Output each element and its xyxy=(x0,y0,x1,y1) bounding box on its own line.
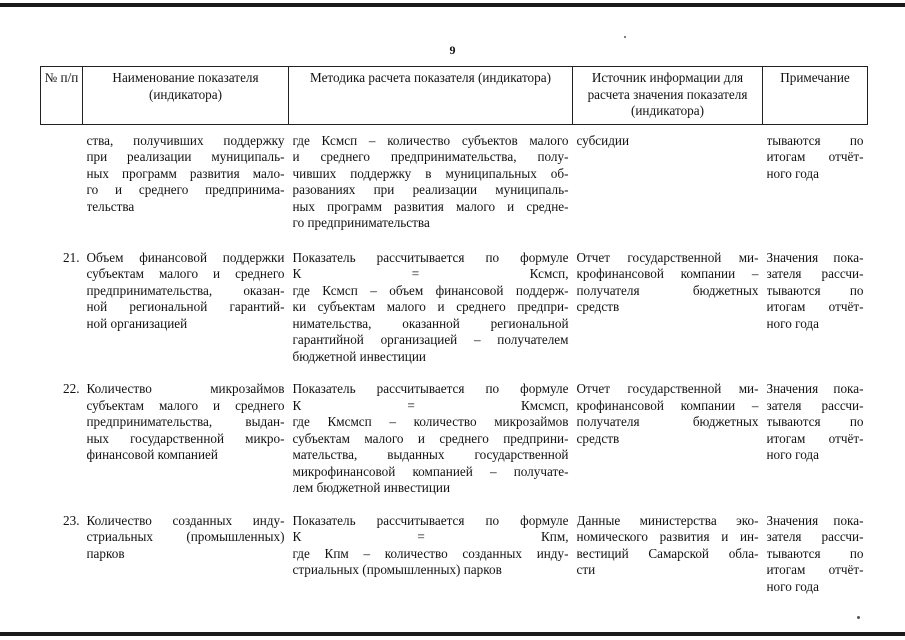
cell-line: тываются по xyxy=(766,282,864,298)
cell-line: Отчет государственной ми- xyxy=(576,249,759,265)
cell-line: крофинансовой компании – xyxy=(576,266,759,281)
cell-line: итогам отчёт- xyxy=(766,430,864,446)
page-number: 9 xyxy=(449,43,456,57)
cell-name xyxy=(83,379,289,511)
cell-line: субъектам малого и среднего предприни- xyxy=(292,430,569,446)
cell-line: Значения пока- xyxy=(766,512,864,528)
cell-line: зателя рассчи- xyxy=(766,529,864,544)
header-num: № п/п xyxy=(41,67,83,125)
cell-line: стриальных (промышленных) xyxy=(86,529,285,544)
cell-line: итогам отчёт- xyxy=(766,149,864,164)
cell-line: го предпринимательства xyxy=(292,215,430,230)
cell-line: зателя рассчи- xyxy=(766,266,864,281)
cell-line: средств xyxy=(576,299,620,314)
cell-line: Значения пока- xyxy=(766,381,864,396)
cell-line: Данные министерства эко- xyxy=(576,512,759,528)
cell-line: Отчет государственной ми- xyxy=(576,381,759,396)
cell-method xyxy=(289,379,573,511)
cell-line: где Ксмсп – количество субъектов малого xyxy=(292,132,569,148)
cell-line: чивших поддержку в муниципальных об- xyxy=(292,165,569,181)
cell-num: 22. xyxy=(63,381,80,396)
cell-line: парков xyxy=(86,545,125,561)
cell-line: гарантийной организацией – получателем xyxy=(292,332,569,347)
table-row xyxy=(41,511,868,610)
table-body xyxy=(41,124,868,609)
cell-line: Количество микрозаймов xyxy=(86,381,285,396)
cell-method xyxy=(289,511,573,610)
cell-num xyxy=(41,124,83,248)
cell-line: где Кпм – количество созданных инду- xyxy=(292,545,569,561)
cell-source xyxy=(573,124,763,248)
cell-line: К = Ксмсп, xyxy=(292,266,569,281)
cell-line: ных программ развития малого и средне- xyxy=(292,198,569,214)
cell-line: средств xyxy=(576,430,620,446)
cell-name xyxy=(83,511,289,610)
cell-line: ного года xyxy=(766,165,819,181)
header-source: Источник информации для расчета значения показателя (индикатора) xyxy=(573,67,763,125)
cell-line: разованиях при реализации муниципаль- xyxy=(292,182,569,197)
cell-note xyxy=(763,511,868,610)
cell-source xyxy=(573,379,763,511)
table-row xyxy=(41,124,868,248)
cell-line: предпринимательства, выдан- xyxy=(86,414,285,429)
cell-line: К = Кмсмсп, xyxy=(292,397,569,413)
table-row xyxy=(41,379,868,511)
cell-line: финансовой компанией xyxy=(86,447,218,462)
cell-line: зателя рассчи- xyxy=(766,397,864,413)
cell-line: при реализации муниципаль- xyxy=(86,149,285,164)
table-header xyxy=(41,67,868,125)
cell-line: номического развития и ин- xyxy=(576,529,759,544)
cell-line: бюджетной инвестиции xyxy=(292,348,426,364)
top-border-rule xyxy=(0,3,905,7)
cell-line: субсидии xyxy=(576,132,630,148)
cell-line: Значения пока- xyxy=(766,249,864,265)
cell-line: ного года xyxy=(766,315,819,331)
cell-source xyxy=(573,248,763,380)
cell-line: Показатель рассчитывается по формуле xyxy=(292,381,569,396)
cell-line: вестиций Самарской обла- xyxy=(576,545,759,561)
cell-line: ного года xyxy=(766,447,819,462)
cell-source xyxy=(573,511,763,610)
cell-method xyxy=(289,124,573,248)
cell-line: тываются по xyxy=(766,132,864,148)
table-row xyxy=(41,248,868,380)
cell-line: получателя бюджетных xyxy=(576,414,759,429)
cell-line: итогам отчёт- xyxy=(766,299,864,314)
cell-line: мательства, выданных государственной xyxy=(292,447,569,462)
cell-line: итогам отчёт- xyxy=(766,562,864,577)
cell-line: ных государственной микро- xyxy=(86,430,285,446)
cell-line: где Ксмсп – объем финансовой поддерж- xyxy=(292,282,569,298)
cell-line: ных программ развития мало- xyxy=(86,165,285,181)
scan-speck xyxy=(857,616,860,619)
cell-line: тываются по xyxy=(766,414,864,429)
cell-line: Количество созданных инду- xyxy=(86,512,285,528)
header-note: Примечание xyxy=(763,67,868,125)
cell-line: тываются по xyxy=(766,545,864,561)
cell-note xyxy=(763,124,868,248)
cell-line: нимательства, оказанной региональной xyxy=(292,315,569,331)
indicators-table xyxy=(40,66,868,609)
cell-line: ного года xyxy=(766,578,819,594)
bottom-border-rule xyxy=(0,632,905,636)
cell-name xyxy=(83,124,289,248)
cell-note xyxy=(763,248,868,380)
cell-line: лем бюджетной инвестиции xyxy=(292,480,451,495)
cell-num: 23. xyxy=(63,512,80,528)
cell-num: 21. xyxy=(63,249,80,265)
cell-line: крофинансовой компании – xyxy=(576,397,759,413)
cell-line: Показатель рассчитывается по формуле xyxy=(292,512,569,528)
cell-name xyxy=(83,248,289,380)
cell-line: ства, получивших поддержку xyxy=(86,132,285,148)
cell-method xyxy=(289,248,573,380)
cell-line: ной организацией xyxy=(86,315,188,331)
cell-line: Объем финансовой поддержки xyxy=(86,249,285,265)
header-method: Методика расчета показателя (индикатора) xyxy=(289,67,573,125)
scan-speck xyxy=(624,36,626,38)
cell-line: субъектам малого и среднего xyxy=(86,266,285,281)
cell-line: ной региональной гарантий- xyxy=(86,299,285,314)
cell-line: К = Кпм, xyxy=(292,529,569,544)
cell-line: субъектам малого и среднего xyxy=(86,397,285,413)
cell-line: го и среднего предпринима- xyxy=(86,182,285,197)
cell-line: сти xyxy=(576,562,596,577)
cell-note xyxy=(763,379,868,511)
cell-line: Показатель рассчитывается по формуле xyxy=(292,249,569,265)
header-name: Наименование показателя (индикатора) xyxy=(83,67,289,125)
cell-line: стриальных (промышленных) парков xyxy=(292,562,502,577)
cell-line: получателя бюджетных xyxy=(576,282,759,298)
cell-line: ки субъектам малого и среднего предпри- xyxy=(292,299,569,314)
cell-line: тельства xyxy=(86,198,135,214)
cell-line: предпринимательства, оказан- xyxy=(86,282,285,298)
cell-line: и среднего предпринимательства, полу- xyxy=(292,149,569,164)
cell-line: микрофинансовой компанией – получате- xyxy=(292,463,569,479)
cell-line: где Кмсмсп – количество микрозаймов xyxy=(292,414,569,429)
